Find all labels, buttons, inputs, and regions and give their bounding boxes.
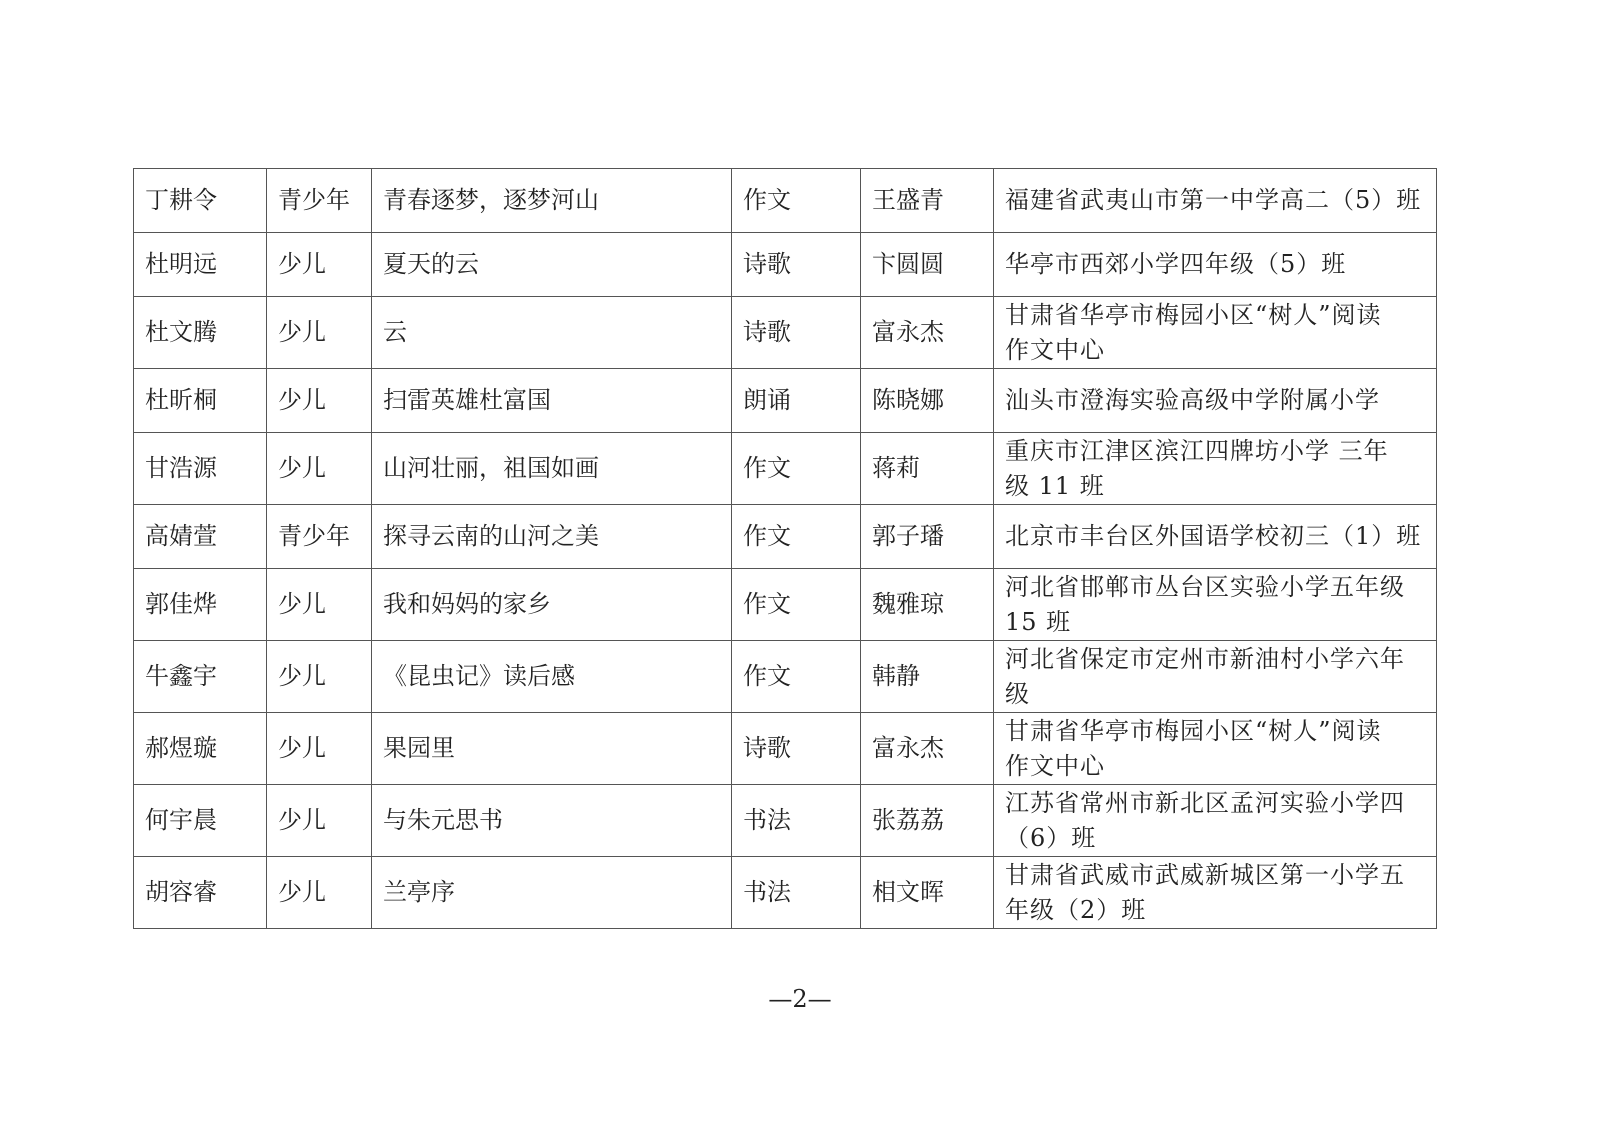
cell-name: 丁耕令 — [134, 169, 267, 233]
cell-name: 高婧萱 — [134, 505, 267, 569]
cell-teacher: 陈晓娜 — [861, 369, 994, 433]
cell-group: 少儿 — [267, 569, 372, 641]
cell-category: 作文 — [732, 569, 861, 641]
cell-teacher: 郭子璠 — [861, 505, 994, 569]
cell-title: 探寻云南的山河之美 — [372, 505, 732, 569]
cell-title: 与朱元思书 — [372, 785, 732, 857]
cell-teacher: 韩静 — [861, 641, 994, 713]
cell-title: 山河壮丽，祖国如画 — [372, 433, 732, 505]
cell-title: 兰亭序 — [372, 857, 732, 929]
table-row — [134, 233, 1437, 297]
cell-category: 作文 — [732, 505, 861, 569]
cell-title: 青春逐梦，逐梦河山 — [372, 169, 732, 233]
cell-name: 牛鑫宇 — [134, 641, 267, 713]
cell-group: 青少年 — [267, 169, 372, 233]
table-row — [134, 857, 1437, 929]
cell-school: 河北省保定市定州市新油村小学六年 级 — [994, 641, 1437, 713]
cell-name: 郝煜璇 — [134, 713, 267, 785]
cell-name: 杜文腾 — [134, 297, 267, 369]
cell-teacher: 富永杰 — [861, 297, 994, 369]
cell-category: 作文 — [732, 433, 861, 505]
cell-title: 果园里 — [372, 713, 732, 785]
cell-name: 甘浩源 — [134, 433, 267, 505]
cell-school: 江苏省常州市新北区孟河实验小学四 （6）班 — [994, 785, 1437, 857]
cell-teacher: 卞圆圆 — [861, 233, 994, 297]
table-row — [134, 569, 1437, 641]
cell-name: 郭佳烨 — [134, 569, 267, 641]
cell-teacher: 王盛青 — [861, 169, 994, 233]
cell-category: 朗诵 — [732, 369, 861, 433]
table-row — [134, 169, 1437, 233]
table-row — [134, 505, 1437, 569]
cell-school: 甘肃省华亭市梅园小区“树人”阅读 作文中心 — [994, 297, 1437, 369]
cell-teacher: 富永杰 — [861, 713, 994, 785]
cell-teacher: 蒋莉 — [861, 433, 994, 505]
cell-name: 杜昕桐 — [134, 369, 267, 433]
cell-name: 何宇晨 — [134, 785, 267, 857]
cell-category: 作文 — [732, 641, 861, 713]
cell-group: 少儿 — [267, 297, 372, 369]
cell-school: 汕头市澄海实验高级中学附属小学 — [994, 369, 1437, 433]
cell-category: 作文 — [732, 169, 861, 233]
cell-school: 重庆市江津区滨江四牌坊小学 三年 级 11 班 — [994, 433, 1437, 505]
cell-group: 少儿 — [267, 713, 372, 785]
cell-title: 云 — [372, 297, 732, 369]
page-number: —2— — [768, 985, 832, 1013]
table-row — [134, 297, 1437, 369]
cell-category: 书法 — [732, 857, 861, 929]
cell-category: 诗歌 — [732, 297, 861, 369]
cell-school: 华亭市西郊小学四年级（5）班 — [994, 233, 1437, 297]
cell-title: 夏天的云 — [372, 233, 732, 297]
cell-category: 诗歌 — [732, 233, 861, 297]
cell-group: 少儿 — [267, 785, 372, 857]
cell-teacher: 张荔荔 — [861, 785, 994, 857]
cell-name: 胡容睿 — [134, 857, 267, 929]
cell-school: 河北省邯郸市丛台区实验小学五年级 15 班 — [994, 569, 1437, 641]
cell-group: 少儿 — [267, 433, 372, 505]
cell-category: 诗歌 — [732, 713, 861, 785]
cell-group: 少儿 — [267, 641, 372, 713]
table-row — [134, 713, 1437, 785]
cell-school: 北京市丰台区外国语学校初三（1）班 — [994, 505, 1437, 569]
cell-school: 福建省武夷山市第一中学高二（5）班 — [994, 169, 1437, 233]
table-row — [134, 433, 1437, 505]
awards-table — [133, 168, 1437, 929]
cell-group: 少儿 — [267, 233, 372, 297]
table-row — [134, 641, 1437, 713]
table-row — [134, 785, 1437, 857]
cell-group: 少儿 — [267, 857, 372, 929]
cell-title: 我和妈妈的家乡 — [372, 569, 732, 641]
cell-school: 甘肃省华亭市梅园小区“树人”阅读 作文中心 — [994, 713, 1437, 785]
cell-category: 书法 — [732, 785, 861, 857]
cell-teacher: 魏雅琼 — [861, 569, 994, 641]
cell-group: 青少年 — [267, 505, 372, 569]
cell-school: 甘肃省武威市武威新城区第一小学五 年级（2）班 — [994, 857, 1437, 929]
cell-title: 《昆虫记》读后感 — [372, 641, 732, 713]
table-row — [134, 369, 1437, 433]
cell-teacher: 相文晖 — [861, 857, 994, 929]
cell-name: 杜明远 — [134, 233, 267, 297]
cell-group: 少儿 — [267, 369, 372, 433]
cell-title: 扫雷英雄杜富国 — [372, 369, 732, 433]
